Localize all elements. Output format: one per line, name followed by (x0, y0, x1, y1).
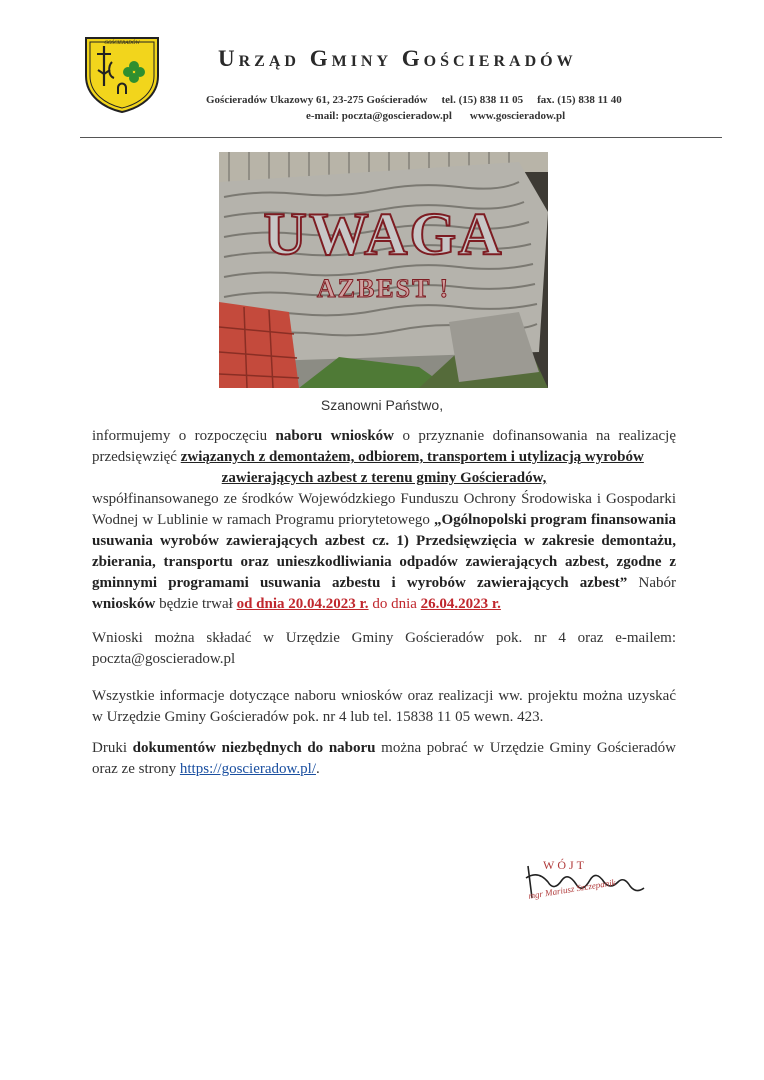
contact-line (306, 110, 583, 122)
signatory-name: mgr Mariusz Szczepanik (527, 877, 617, 901)
date-to: 26.04.2023 r. (420, 596, 501, 612)
text: o przyznanie dofinansowania na realizację przedsięwzięć (92, 428, 676, 465)
warning-title: UWAGA (263, 201, 504, 267)
bold-text: wniosków (92, 596, 156, 612)
asbestos-sheets-image (219, 152, 548, 388)
bold-text: naboru wniosków (275, 428, 395, 444)
header-divider (80, 137, 722, 138)
text: będzie trwał (155, 596, 237, 612)
signature-title: WÓJT (543, 858, 587, 872)
underlined-text: związanych z demontażem, odbiorem, transportem i utylizacją wyrobów (180, 449, 644, 465)
fax: fax. (15) 838 11 40 (537, 94, 622, 106)
greeting: Szanowni Państwo, (320, 397, 444, 413)
text: . (315, 761, 320, 777)
text: współfinansowanego ze środków Wojewódzkiego Funduszu Ochrony Środowiska i Gospodarki Wodnej w Lublinie w ramach Programu priorytetowego (92, 491, 676, 528)
text: Nabór (627, 575, 676, 591)
office-name: Urząd Gminy Gościeradów (218, 46, 577, 71)
announcement-paragraph (92, 426, 676, 615)
documents-paragraph (92, 738, 676, 780)
warning-subtitle: AZBEST ! (316, 274, 451, 303)
information-paragraph: Wszystkie informacje dotyczące naboru wniosków oraz realizacji ww. projektu można uzyskać w Urzędzie Gminy Gościeradów pok. nr 4 lub tel. 15838 11 05 wewn. 423. (92, 688, 676, 725)
svg-text:GOŚCIERADÓW: GOŚCIERADÓW (104, 41, 140, 46)
website-link[interactable]: https://goscieradow.pl/ (179, 761, 316, 777)
underlined-text-centered: zawierających azbest z terenu gminy Gościeradów, (221, 470, 547, 486)
asbestos-warning-photo (219, 152, 548, 388)
website: www.goscieradow.pl (469, 110, 566, 122)
address-line (206, 94, 636, 106)
program-name: „Ogólnopolski program finansowania usuwania wyrobów zawierających azbest cz. 1) Przedsięwzięcia w zakresie demontażu, zbierania, transportu oraz unieszkodliwiania odpadów zawierających azbest, zgodne z gminnymi programami usuwania azbestu i wyrobów zawierających azbest” (92, 512, 676, 591)
text: informujemy o rozpoczęciu (92, 428, 276, 444)
text: można pobrać w Urzędzie Gminy Gościeradów oraz ze strony (92, 740, 677, 777)
email: e-mail: poczta@goscieradow.pl (306, 110, 452, 122)
text: do dnia (368, 596, 421, 612)
bold-text: dokumentów niezbędnych do naboru (132, 740, 376, 756)
address: Gościeradów Ukazowy 61, 23-275 Gościeradów (206, 94, 428, 106)
text: Druki (92, 740, 133, 756)
submission-paragraph: Wnioski można składać w Urzędzie Gminy Gościeradów pok. nr 4 oraz e-mailem: poczta@goscieradow.pl (92, 630, 676, 667)
telephone: tel. (15) 838 11 05 (441, 94, 524, 106)
municipal-crest-logo (82, 32, 162, 114)
date-from: od dnia 20.04.2023 r. (236, 596, 369, 612)
